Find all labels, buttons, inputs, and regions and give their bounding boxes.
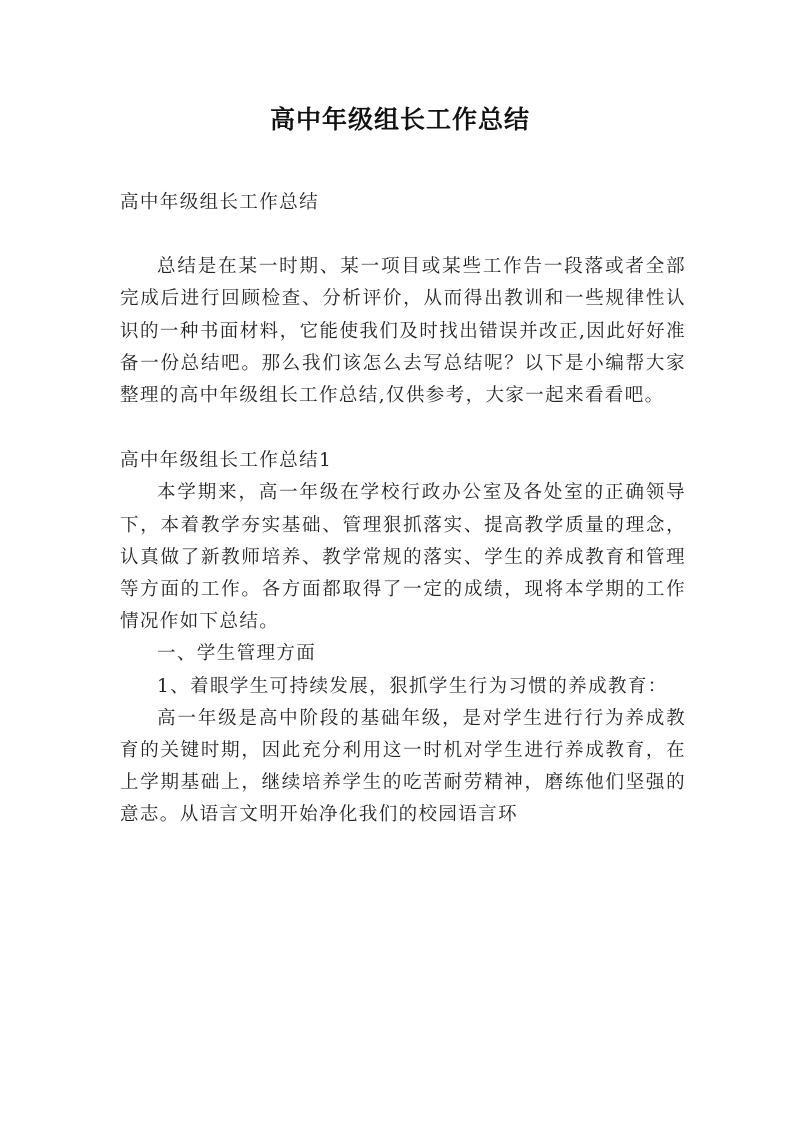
section-paragraph: 本学期来，高一年级在学校行政办公室及各处室的正确领导下，本着教学夯实基础、管理狠抓落实、提高教学质量的理念，认真做了新教师培养、教学常规的落实、学生的养成教育和管理等方面的工作。各方面都取得了一定的成绩，现将本学期的工作情况作如下总结。 [120,482,686,633]
document-body [120,187,686,832]
document-subtitle: 高中年级组长工作总结 [120,192,320,213]
intro-paragraph: 总结是在某一时期、某一项目或某些工作告一段落或者全部完成后进行回顾检查、分析评价，从而得出教训和一些规律性认识的一种书面材料，它能使我们及时找出错误并改正,因此好好准备一份总结吧。那么我们该怎么去写总结呢？以下是小编帮大家整理的高中年级组长工作总结,仅供参考，大家一起来看看吧。 [120,256,686,407]
document-title: 高中年级组长工作总结 [269,105,530,134]
subsection-heading: 1、着眼学生可持续发展，狠抓学生行为习惯的养成教育： [157,675,668,697]
section-heading: 高中年级组长工作总结1 [120,450,333,472]
section-paragraph: 高一年级是高中阶段的基础年级，是对学生进行行为养成教育的关键时期，因此充分利用这一时机对学生进行养成教育，在上学期基础上，继续培养学生的吃苦耐劳精神，磨练他们坚强的意志。从语言文明开始净化我们的校园语言环 [120,707,686,826]
subsection-heading: 一、学生管理方面 [157,643,317,665]
